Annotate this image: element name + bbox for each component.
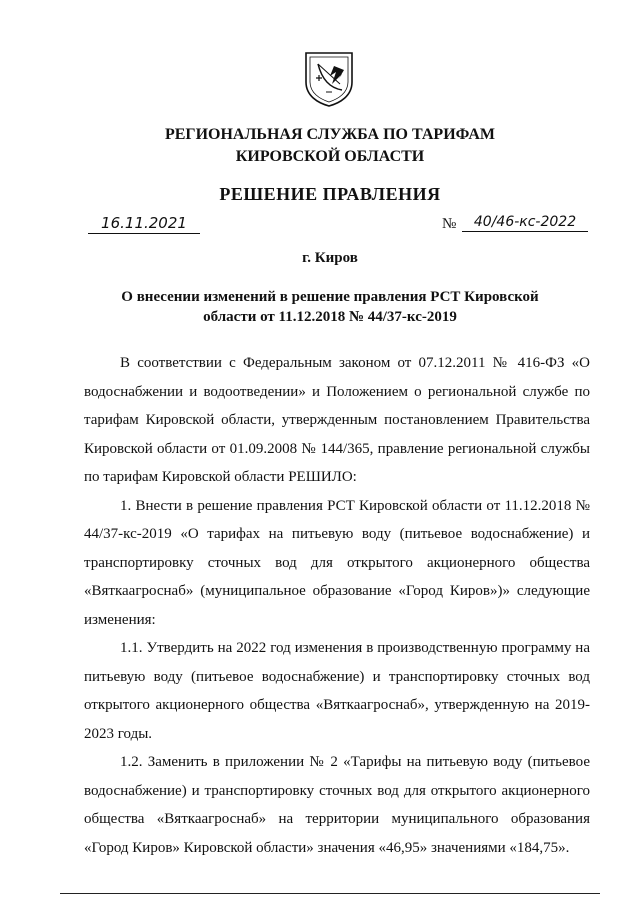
document-body: [84, 349, 590, 862]
subject-line-2: области от 11.12.2018 № 44/37-кс-2019: [203, 309, 457, 325]
paragraph-item-1: 1. Внести в решение правления РСТ Кировской области от 11.12.2018 № 44/37-кс-2019 «О тарифах на питьевую воду (питьевое водоснабжение) и транспортировку сточных вод для открытого акционерного общества «Вяткаагроснаб» (муниципальное образование «Город Киров»)» следующие изменения:: [84, 497, 590, 628]
paragraph-item-1-1: 1.1. Утвердить на 2022 год изменения в производственную программу на питьевую воду (питьевое водоснабжение) и транспортировку сточных вод открытого акционерного общества «Вяткаагроснаб», утвержденную на 2019-2023 годы.: [84, 640, 590, 742]
org-line-2: КИРОВСКОЙ ОБЛАСТИ: [235, 148, 425, 165]
number-sign: №: [442, 216, 457, 232]
decision-subject: [120, 287, 540, 327]
org-line-1: РЕГИОНАЛЬНАЯ СЛУЖБА ПО ТАРИФАМ: [164, 126, 496, 143]
subject-line-1: О внесении изменений в решение правления РСТ Кировской: [121, 289, 539, 305]
organization-name: [100, 124, 560, 168]
city: г. Киров: [302, 250, 358, 266]
decision-number: 40/46-кс-2022: [462, 214, 588, 232]
footer-divider: [60, 893, 600, 894]
coat-of-arms-icon: [302, 50, 356, 108]
decision-date: 16.11.2021: [88, 214, 200, 234]
paragraph-item-1-2: 1.2. Заменить в приложении № 2 «Тарифы на питьевую воду (питьевое водоснабжение) и транспортировку сточных вод для открытого акционерного общества «Вяткаагроснаб» на территории муниципального образования «Город Киров» Кировской области» значения «46,95» значениями «184,75».: [84, 754, 590, 856]
document-title: РЕШЕНИЕ ПРАВЛЕНИЯ: [219, 184, 441, 204]
paragraph-preamble: В соответствии с Федеральным законом от 07.12.2011 № 416-ФЗ «О водоснабжении и водоотведении» и Положением о региональной службе по тарифам Кировской области, утвержденным постановлением Правительства Кировской области от 01.09.2008 № 144/365, правление региональной службы по тарифам Кировской области РЕШИЛО:: [84, 355, 590, 485]
